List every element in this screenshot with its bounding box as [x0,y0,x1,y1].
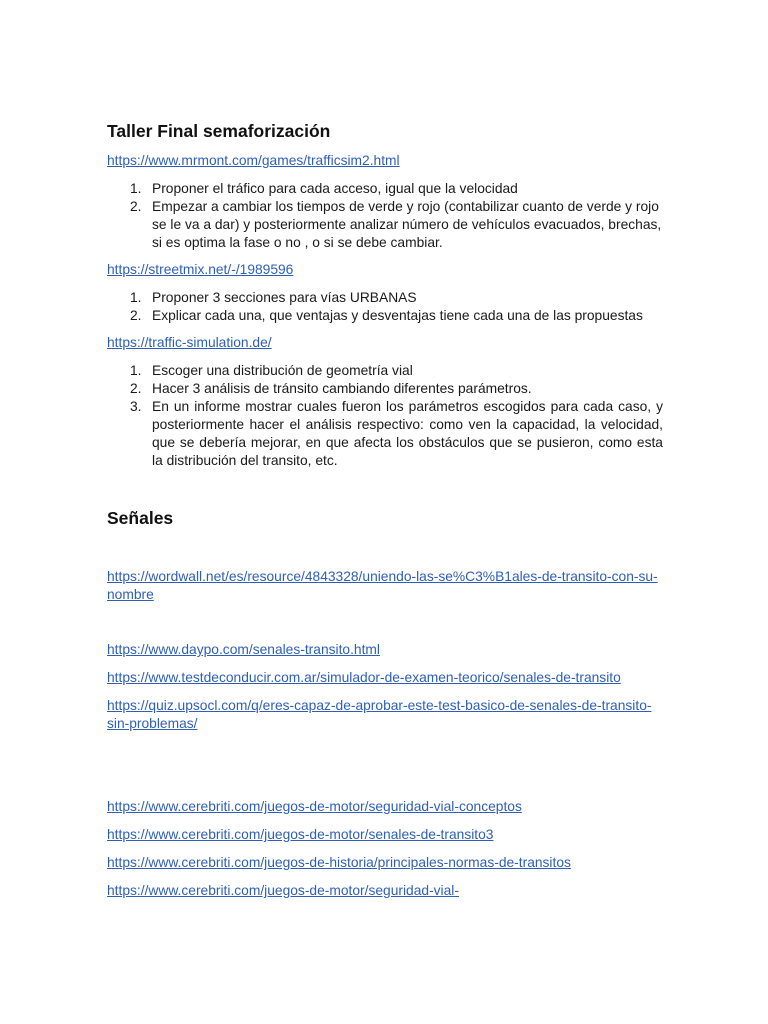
list-number: 1. [130,363,142,378]
list-number: 2. [130,199,142,214]
link-streetmix[interactable]: https://streetmix.net/-/1989596 [107,262,294,277]
link-trafficsim[interactable]: https://www.mrmont.com/games/trafficsim2.html [107,153,400,168]
link-traffic-simulation[interactable]: https://traffic-simulation.de/ [107,335,272,350]
list-number: 1. [130,290,142,305]
list-trafficsim-tasks [107,180,663,252]
link-cerebriti-senales[interactable]: https://www.cerebriti.com/juegos-de-motor/senales-de-transito3 [107,827,494,842]
link-wordwall[interactable]: https://wordwall.net/es/resource/4843328/uniendo-las-se%C3%B1ales-de-transito-con-su-nombre [107,569,658,602]
list-text: En un informe mostrar cuales fueron los parámetros escogidos para cada caso, y posteriormente hacer el análisis respectivo: como ven la capacidad, la velocidad, que se debería mejorar, en que afecta los obstáculos que se pusieron, como esta la distribución del transito, etc. [152,399,663,468]
link-cerebriti-normas[interactable]: https://www.cerebriti.com/juegos-de-historia/principales-normas-de-transitos [107,855,571,870]
list-number: 2. [130,308,142,323]
list-item [107,198,663,252]
section-heading-senales: Señales [107,508,174,528]
list-number: 1. [130,181,142,196]
link-testdeconducir[interactable]: https://www.testdeconducir.com.ar/simulador-de-examen-teorico/senales-de-transito [107,670,621,685]
list-item [107,180,663,198]
list-item [107,307,663,325]
list-number: 2. [130,381,142,396]
list-item [107,362,663,380]
list-text: Hacer 3 análisis de tránsito cambiando diferentes parámetros. [152,381,532,396]
list-item [107,398,663,470]
list-streetmix-tasks [107,289,663,325]
link-cerebriti-seguridad[interactable]: https://www.cerebriti.com/juegos-de-motor/seguridad-vial- [107,883,459,898]
list-item [107,380,663,398]
list-text: Proponer el tráfico para cada acceso, igual que la velocidad [152,181,518,196]
list-traffic-simulation-tasks [107,362,663,470]
list-text: Empezar a cambiar los tiempos de verde y rojo (contabilizar cuanto de verde y rojo se le va a dar) y posteriormente analizar número de vehículos evacuados, brechas, si es optima la fase o no , o si se debe cambiar. [152,199,662,250]
link-upsocl-quiz[interactable]: https://quiz.upsocl.com/q/eres-capaz-de-aprobar-este-test-basico-de-senales-de-transito-sin-problemas/ [107,698,652,731]
list-number: 3. [130,399,142,414]
page-title: Taller Final semaforización [107,121,331,141]
list-text: Proponer 3 secciones para vías URBANAS [152,290,417,305]
link-daypo[interactable]: https://www.daypo.com/senales-transito.html [107,642,380,657]
list-item [107,289,663,307]
list-text: Escoger una distribución de geometría vial [152,363,413,378]
link-cerebriti-conceptos[interactable]: https://www.cerebriti.com/juegos-de-motor/seguridad-vial-conceptos [107,799,522,814]
list-text: Explicar cada una, que ventajas y desventajas tiene cada una de las propuestas [152,308,643,323]
